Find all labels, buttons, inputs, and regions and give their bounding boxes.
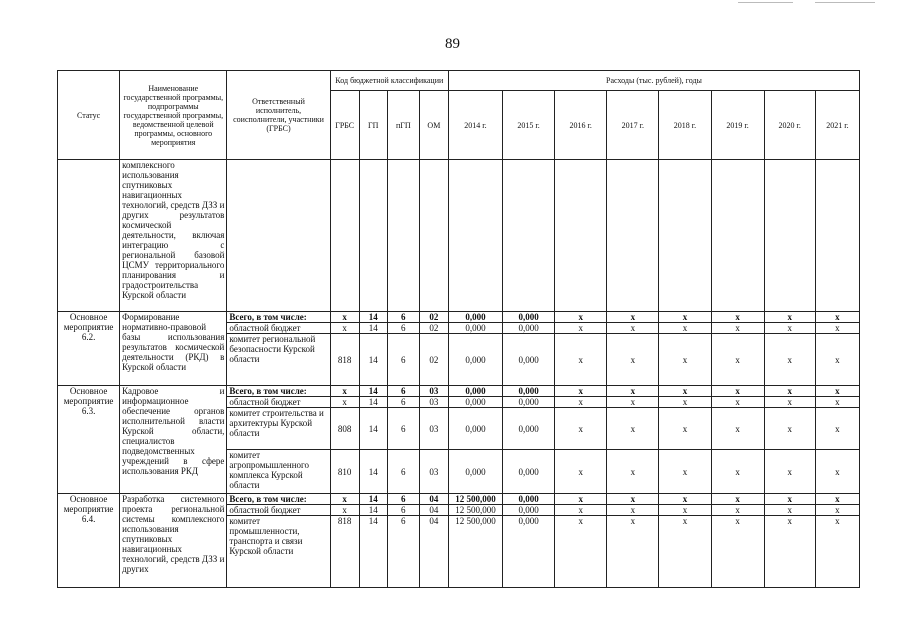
responsible: комитет агропромышленного комплекса Курской области <box>227 450 330 494</box>
responsible: Всего, в том числе: <box>227 386 330 397</box>
value-2017: х <box>607 408 659 450</box>
pgp: 6 <box>387 312 419 323</box>
responsible: комитет строительства и архитектуры Курской области <box>227 408 330 450</box>
value-2020: х <box>764 397 815 408</box>
value-2017: х <box>607 312 659 323</box>
header-year-2014: 2014 г. <box>448 91 502 160</box>
value-2018: х <box>659 386 711 397</box>
grbs: 818 <box>330 516 359 588</box>
value-2014: 0,000 <box>448 334 502 386</box>
value-2015: 0,000 <box>503 312 555 323</box>
value-2019: х <box>711 450 764 494</box>
value-2014: 12 500,000 <box>448 505 502 516</box>
grbs: х <box>330 397 359 408</box>
value-2017: х <box>607 334 659 386</box>
value-2016: х <box>555 397 607 408</box>
header-expenses: Расходы (тыс. рублей), годы <box>448 71 859 91</box>
om: 02 <box>419 323 448 334</box>
value-2018: х <box>659 494 711 505</box>
value-2014: 0,000 <box>448 386 502 397</box>
header-code-om: ОМ <box>419 91 448 160</box>
value-2016: х <box>555 494 607 505</box>
value-2018: х <box>659 505 711 516</box>
value-2015: 0,000 <box>503 516 555 588</box>
header-code-grbs: ГРБС <box>330 91 359 160</box>
om: 04 <box>419 494 448 505</box>
om: 03 <box>419 397 448 408</box>
pgp: 6 <box>387 516 419 588</box>
continuation-name: комплексного использования спутниковых навигационных технологий, средств ДЗЗ и других результатов космической деятельности, включая интеграцию с региональной базовой ЦСМУ территориального планирования и градостроительства Курской области <box>120 160 227 312</box>
value-2014: 12 500,000 <box>448 494 502 505</box>
value-2020: х <box>764 312 815 323</box>
value-2020: х <box>764 323 815 334</box>
value-2019: х <box>711 516 764 588</box>
value-2014: 12 500,000 <box>448 516 502 588</box>
value-2019: х <box>711 397 764 408</box>
pgp: 6 <box>387 397 419 408</box>
value-2016: х <box>555 505 607 516</box>
pgp: 6 <box>387 334 419 386</box>
value-2018: х <box>659 397 711 408</box>
value-2017: х <box>607 397 659 408</box>
empty-cell <box>815 160 859 312</box>
responsible: комитет региональной безопасности Курской области <box>227 334 330 386</box>
continuation-row <box>58 160 860 312</box>
value-2019: х <box>711 505 764 516</box>
empty-cell <box>607 160 659 312</box>
value-2015: 0,000 <box>503 408 555 450</box>
om: 04 <box>419 516 448 588</box>
m63-name: Кадровое и информационное обеспечение органов исполнительной власти Курской области, специалистов подведомственных учреждений в сфере использования РКД <box>120 386 227 494</box>
value-2019: х <box>711 312 764 323</box>
responsible: областной бюджет <box>227 397 330 408</box>
m64-name: Разработка системного проекта региональной системы комплексного использования спутниковых навигационных технологий, средств ДЗЗ и других <box>120 494 227 588</box>
value-2018: х <box>659 450 711 494</box>
value-2020: х <box>764 505 815 516</box>
value-2017: х <box>607 505 659 516</box>
value-2021: х <box>815 386 859 397</box>
value-2015: 0,000 <box>503 334 555 386</box>
value-2019: х <box>711 334 764 386</box>
table-row <box>58 312 860 323</box>
value-2017: х <box>607 516 659 588</box>
top-rule-1 <box>738 2 793 3</box>
responsible: Всего, в том числе: <box>227 312 330 323</box>
empty-cell <box>359 160 387 312</box>
header-budget-code: Код бюджетной классификации <box>330 71 448 91</box>
value-2020: х <box>764 334 815 386</box>
m64-status: Основное мероприятие 6.4. <box>58 494 120 588</box>
value-2016: х <box>555 408 607 450</box>
value-2019: х <box>711 408 764 450</box>
empty-cell <box>227 160 330 312</box>
responsible: областной бюджет <box>227 323 330 334</box>
pgp: 6 <box>387 450 419 494</box>
gp: 14 <box>359 397 387 408</box>
value-2017: х <box>607 450 659 494</box>
value-2021: х <box>815 450 859 494</box>
responsible: комитет промышленности, транспорта и связи Курской области <box>227 516 330 588</box>
value-2020: х <box>764 516 815 588</box>
page-number: 89 <box>445 36 460 52</box>
grbs: х <box>330 505 359 516</box>
value-2017: х <box>607 494 659 505</box>
header-year-2017: 2017 г. <box>607 91 659 160</box>
value-2019: х <box>711 323 764 334</box>
table-row <box>58 386 860 397</box>
value-2016: х <box>555 312 607 323</box>
gp: 14 <box>359 494 387 505</box>
value-2020: х <box>764 450 815 494</box>
value-2020: х <box>764 386 815 397</box>
m62-name: Формирование нормативно-правовой базы использования результатов космической деятельности (РКД) в Курской области <box>120 312 227 386</box>
responsible: областной бюджет <box>227 505 330 516</box>
om: 02 <box>419 334 448 386</box>
om: 03 <box>419 450 448 494</box>
value-2015: 0,000 <box>503 494 555 505</box>
pgp: 6 <box>387 323 419 334</box>
gp: 14 <box>359 323 387 334</box>
value-2018: х <box>659 323 711 334</box>
responsible: Всего, в том числе: <box>227 494 330 505</box>
om: 02 <box>419 312 448 323</box>
header-year-2019: 2019 г. <box>711 91 764 160</box>
value-2014: 0,000 <box>448 397 502 408</box>
value-2014: 0,000 <box>448 408 502 450</box>
value-2021: х <box>815 397 859 408</box>
grbs: х <box>330 494 359 505</box>
value-2016: х <box>555 334 607 386</box>
header-code-gp: ГП <box>359 91 387 160</box>
gp: 14 <box>359 505 387 516</box>
value-2015: 0,000 <box>503 505 555 516</box>
header-name: Наименование государственной программы, подпрограммы государственной программы, ведомственной целевой программы, основного мероприятия <box>120 71 227 160</box>
value-2021: х <box>815 408 859 450</box>
empty-cell <box>387 160 419 312</box>
pgp: 6 <box>387 505 419 516</box>
value-2020: х <box>764 494 815 505</box>
grbs: 810 <box>330 450 359 494</box>
om: 03 <box>419 386 448 397</box>
om: 03 <box>419 408 448 450</box>
value-2021: х <box>815 505 859 516</box>
header-year-2020: 2020 г. <box>764 91 815 160</box>
pgp: 6 <box>387 386 419 397</box>
gp: 14 <box>359 312 387 323</box>
header-status: Статус <box>58 71 120 160</box>
empty-cell <box>419 160 448 312</box>
header-responsible: Ответственный исполнитель, соисполнители, участники (ГРБС) <box>227 71 330 160</box>
grbs: 818 <box>330 334 359 386</box>
value-2018: х <box>659 312 711 323</box>
om: 04 <box>419 505 448 516</box>
value-2015: 0,000 <box>503 450 555 494</box>
empty-cell <box>659 160 711 312</box>
empty-cell <box>330 160 359 312</box>
value-2019: х <box>711 386 764 397</box>
header-year-2015: 2015 г. <box>503 91 555 160</box>
header-year-2016: 2016 г. <box>555 91 607 160</box>
m63-status: Основное мероприятие 6.3. <box>58 386 120 494</box>
value-2021: х <box>815 334 859 386</box>
value-2016: х <box>555 516 607 588</box>
empty-cell <box>764 160 815 312</box>
table-row <box>58 494 860 505</box>
value-2021: х <box>815 323 859 334</box>
gp: 14 <box>359 334 387 386</box>
header-year-2018: 2018 г. <box>659 91 711 160</box>
header-year-2021: 2021 г. <box>815 91 859 160</box>
m62-status: Основное мероприятие 6.2. <box>58 312 120 386</box>
value-2021: х <box>815 516 859 588</box>
value-2015: 0,000 <box>503 397 555 408</box>
grbs: х <box>330 312 359 323</box>
value-2021: х <box>815 494 859 505</box>
value-2020: х <box>764 408 815 450</box>
value-2018: х <box>659 516 711 588</box>
value-2018: х <box>659 408 711 450</box>
pgp: 6 <box>387 494 419 505</box>
value-2017: х <box>607 323 659 334</box>
grbs: 808 <box>330 408 359 450</box>
value-2019: х <box>711 494 764 505</box>
value-2014: 0,000 <box>448 450 502 494</box>
gp: 14 <box>359 408 387 450</box>
gp: 14 <box>359 386 387 397</box>
header-code-pgp: пГП <box>387 91 419 160</box>
value-2016: х <box>555 386 607 397</box>
header-row-1 <box>58 71 860 91</box>
grbs: х <box>330 386 359 397</box>
value-2021: х <box>815 312 859 323</box>
value-2015: 0,000 <box>503 323 555 334</box>
continuation-status-cell <box>58 160 120 312</box>
value-2018: х <box>659 334 711 386</box>
grbs: х <box>330 323 359 334</box>
pgp: 6 <box>387 408 419 450</box>
value-2016: х <box>555 323 607 334</box>
empty-cell <box>448 160 502 312</box>
gp: 14 <box>359 516 387 588</box>
gp: 14 <box>359 450 387 494</box>
budget-table <box>57 70 860 588</box>
value-2017: х <box>607 386 659 397</box>
top-rule-2 <box>815 2 875 3</box>
value-2015: 0,000 <box>503 386 555 397</box>
empty-cell <box>503 160 555 312</box>
value-2014: 0,000 <box>448 312 502 323</box>
value-2016: х <box>555 450 607 494</box>
empty-cell <box>555 160 607 312</box>
value-2014: 0,000 <box>448 323 502 334</box>
empty-cell <box>711 160 764 312</box>
